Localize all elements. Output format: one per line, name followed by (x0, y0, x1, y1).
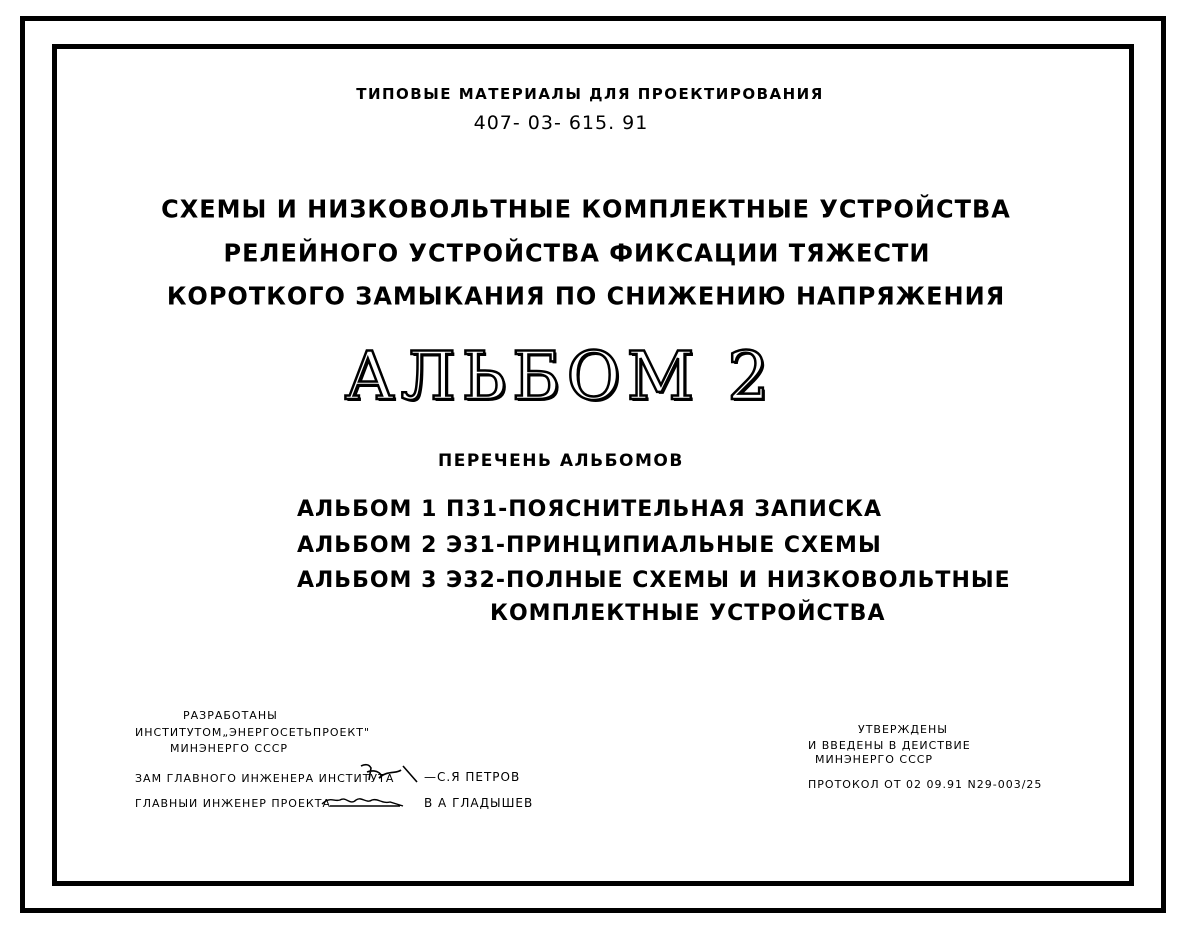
approval-line-2: И ВВЕДЕНЫ В ДЕИСТВИЕ (808, 739, 971, 752)
developer-line-2: ИНСТИТУТОМ„ЭНЕРГОСЕТЬПРОЕКТ" (135, 726, 371, 739)
approval-line-3: МИНЭНЕРГО СССР (815, 753, 934, 766)
album-title: АЛЬБОМ 2 (344, 338, 776, 415)
album-list-heading: ПЕРЕЧЕНЬ АЛЬБОМОВ (438, 451, 684, 471)
handwritten-signature-2 (320, 792, 405, 810)
approval-protocol: ПРОТОКОЛ ОТ 02 09.91 N29-003/25 (808, 778, 1043, 791)
signature-role-1: ЗАМ ГЛАВНОГО ИНЖЕНЕРА ИНСТИТУТА (135, 772, 395, 785)
album-list-item-3-continued: КОМПЛЕКТНЫЕ УСТРОЙСТВА (490, 601, 886, 626)
developer-line-1: РАЗРАБОТАНЫ (183, 709, 278, 722)
signature-role-2: ГЛАВНЫИ ИНЖЕНЕР ПРОЕКТА (135, 797, 331, 810)
title-line-2: РЕЛЕЙНОГО УСТРОЙСТВА ФИКСАЦИИ ТЯЖЕСТИ (223, 238, 931, 268)
title-line-1: СХЕМЫ И НИЗКОВОЛЬТНЫЕ КОМПЛЕКТНЫЕ УСТРОЙСТВА (161, 194, 1011, 224)
signature-name-2: В А ГЛАДЫШЕВ (424, 796, 534, 810)
album-list-item-2: АЛЬБОМ 2 Э31-ПРИНЦИПИАЛЬНЫЕ СХЕМЫ (297, 533, 882, 558)
developer-line-3: МИНЭНЕРГО СССР (170, 742, 289, 755)
signature-name-1: —С.Я ПЕТРОВ (424, 770, 521, 784)
approval-line-1: УТВЕРЖДЕНЫ (858, 723, 948, 736)
album-list-item-3: АЛЬБОМ 3 Э32-ПОЛНЫЕ СХЕМЫ И НИЗКОВОЛЬТНЫЕ (297, 568, 1011, 593)
series-label: ТИПОВЫЕ МАТЕРИАЛЫ ДЛЯ ПРОЕКТИРОВАНИЯ (356, 85, 824, 103)
handwritten-signature-1 (357, 762, 425, 784)
document-number: 407- 03- 615. 91 (473, 112, 649, 134)
title-line-3: КОРОТКОГО ЗАМЫКАНИЯ ПО СНИЖЕНИЮ НАПРЯЖЕНИЯ (166, 281, 1006, 311)
album-list-item-1: АЛЬБОМ 1 П31-ПОЯСНИТЕЛЬНАЯ ЗАПИСКА (297, 497, 882, 522)
